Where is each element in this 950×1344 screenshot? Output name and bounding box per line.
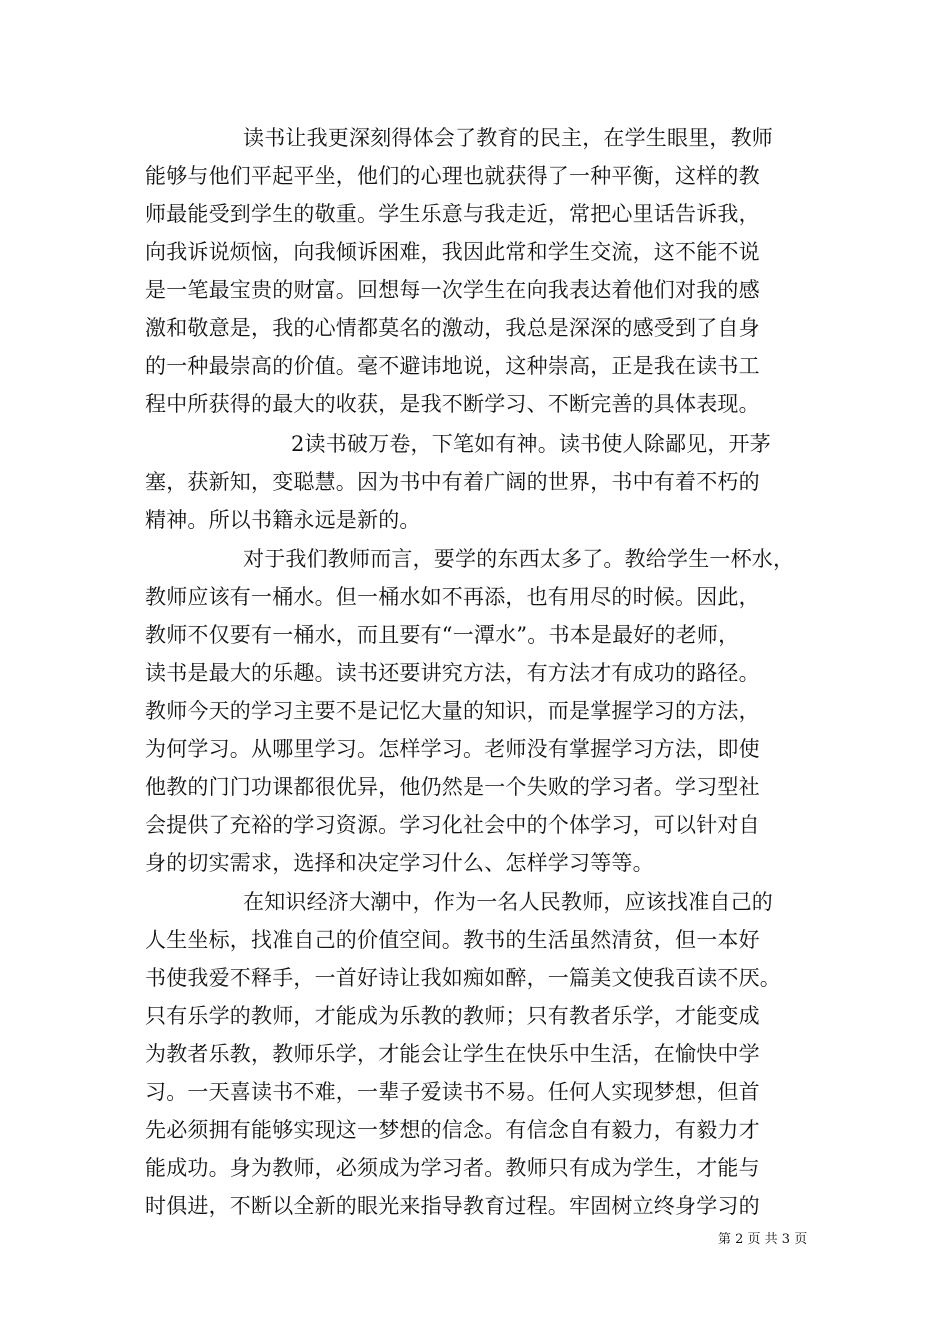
text-line: 人生坐标，找准自己的价值空间。教书的生活虽然清贫，但一本好 xyxy=(145,928,760,952)
text-line: 程中所获得的最大的收获，是我不断学习、不断完善的具体表现。 xyxy=(145,392,760,416)
text-line: 读书是最大的乐趣。读书还要讲究方法，有方法才有成功的路径。 xyxy=(145,661,760,685)
text-line: 教师今天的学习主要不是记忆大量的知识，而是掌握学习的方法， xyxy=(145,699,760,723)
page-number-footer: 第 2 页 共 3 页 xyxy=(718,1232,808,1247)
text-line: 只有乐学的教师，才能成为乐教的教师；只有教者乐学，才能变成 xyxy=(145,1004,760,1028)
text-line: 教师不仅要有一桶水，而且要有“一潭水”。书本是最好的老师， xyxy=(145,623,740,647)
text-line: 师最能受到学生的敬重。学生乐意与我走近，常把心里话告诉我， xyxy=(145,202,760,226)
text-line: 为何学习。从哪里学习。怎样学习。老师没有掌握学习方法，即使 xyxy=(145,737,760,761)
text-line: 精神。所以书籍永远是新的。 xyxy=(145,508,421,532)
text-line: 对于我们教师而言，要学的东西太多了。教给学生一杯水， xyxy=(243,547,795,571)
text-line: 塞，获新知，变聪慧。因为书中有着广阔的世界，书中有着不朽的 xyxy=(145,470,760,494)
text-line: 是一笔最宝贵的财富。回想每一次学生在向我表达着他们对我的感 xyxy=(145,278,760,302)
text-line: 读书让我更深刻得体会了教育的民主，在学生眼里，教师 xyxy=(243,126,773,150)
text-line: 会提供了充裕的学习资源。学习化社会中的个体学习，可以针对自 xyxy=(145,813,760,837)
text-line: 能够与他们平起平坐，他们的心理也就获得了一种平衡，这样的教 xyxy=(145,164,760,188)
text-line: 2读书破万卷，下笔如有神。读书使人除鄙见，开茅 xyxy=(291,432,771,456)
text-line: 激和敬意是，我的心情都莫名的激动，我总是深深的感受到了自身 xyxy=(145,316,760,340)
text-line: 他教的门门功课都很优异，他仍然是一个失败的学习者。学习型社 xyxy=(145,775,760,799)
text-line: 的一种最崇高的价值。毫不避讳地说，这种崇高，正是我在读书工 xyxy=(145,354,760,378)
text-line: 向我诉说烦恼，向我倾诉困难，我因此常和学生交流，这不能不说 xyxy=(145,240,760,264)
text-line: 身的切实需求，选择和决定学习什么、怎样学习等等。 xyxy=(145,851,654,875)
text-line: 时俱进，不断以全新的眼光来指导教育过程。牢固树立终身学习的 xyxy=(145,1194,760,1218)
text-line: 书使我爱不释手，一首好诗让我如痴如醉，一篇美文使我百读不厌。 xyxy=(145,966,781,990)
text-line: 教师应该有一桶水。但一桶水如不再添，也有用尽的时候。因此， xyxy=(145,585,760,609)
text-line: 先必须拥有能够实现这一梦想的信念。有信念自有毅力，有毅力才 xyxy=(145,1118,760,1142)
text-line: 为教者乐教，教师乐学，才能会让学生在快乐中生活，在愉快中学 xyxy=(145,1042,760,1066)
text-line: 能成功。身为教师，必须成为学习者。教师只有成为学生，才能与 xyxy=(145,1156,760,1180)
text-line: 习。一天喜读书不难，一辈子爱读书不易。任何人实现梦想，但首 xyxy=(145,1080,760,1104)
text-line: 在知识经济大潮中，作为一名人民教师，应该找准自己的 xyxy=(243,890,773,914)
